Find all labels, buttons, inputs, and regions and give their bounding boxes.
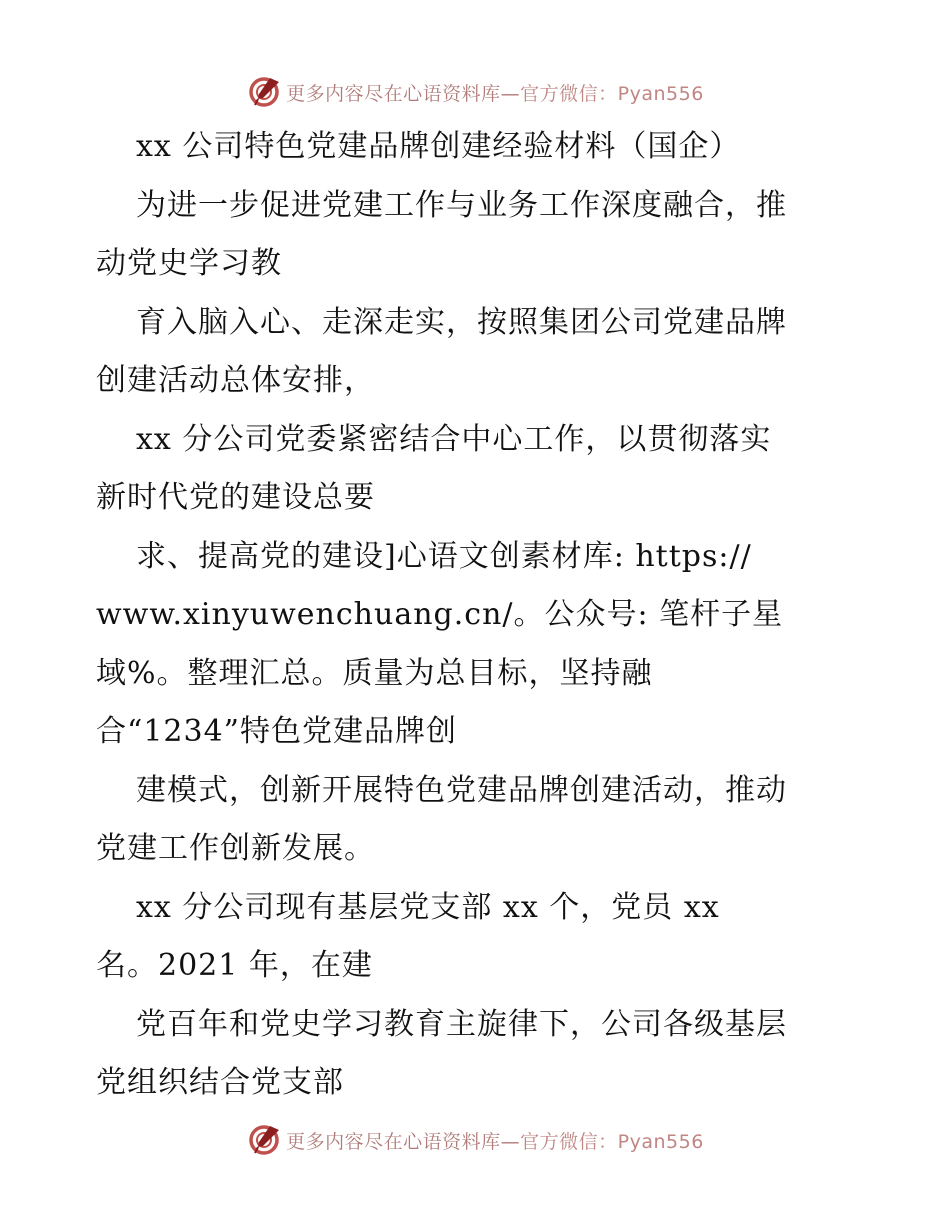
banner-text: [286, 79, 704, 106]
pen-circle-logo-icon: [246, 74, 282, 110]
footer-banner: [0, 1118, 950, 1162]
header-banner: [0, 70, 950, 114]
paragraph-line: xx 公司特色党建品牌创建经验材料（国企）: [136, 129, 741, 164]
banner-site-name: 更多内容尽在心语资料库: [286, 82, 501, 105]
paragraph-line: xx 分公司党委紧密结合中心工作，以贯彻落实: [136, 421, 772, 457]
paragraph-line: 名。2021 年，在建: [96, 948, 373, 983]
paragraph-line: 新时代党的建设总要: [96, 480, 375, 515]
pen-circle-logo-icon: [246, 1122, 282, 1158]
document-body: [96, 118, 856, 1113]
paragraph-line: 党建工作创新发展。: [96, 831, 375, 866]
paragraph-line: 党百年和党史学习教育主旋律下，公司各级基层: [136, 1006, 787, 1042]
paragraph-line: 为进一步促进党建工作与业务工作深度融合，推: [136, 187, 787, 223]
banner-site-name: 更多内容尽在心语资料库: [286, 1130, 501, 1153]
paragraph-line: xx 分公司现有基层党支部 xx 个，党员 xx: [136, 889, 720, 925]
banner-contact: 官方微信：Pyan556: [520, 82, 704, 105]
paragraph-line: 动党史学习教: [96, 246, 282, 281]
banner-dash: —: [500, 82, 521, 105]
paragraph-line: 求、提高党的建设]心语文创素材库: https://: [136, 538, 752, 574]
paragraph-line: 创建活动总体安排，: [96, 363, 375, 398]
paragraph-line: 域%。整理汇总。质量为总目标，坚持融: [96, 655, 653, 691]
paragraph-line: 合“1234”特色党建品牌创: [96, 714, 458, 749]
banner-text: [286, 1127, 704, 1154]
banner-contact: 官方微信：Pyan556: [520, 1130, 704, 1153]
paragraph-line: 育入脑入心、走深走实，按照集团公司党建品牌: [136, 304, 787, 340]
paragraph-line: www.xinyuwenchuang.cn/。公众号: 笔杆子星: [96, 597, 784, 632]
paragraph-line: 党组织结合党支部: [96, 1065, 344, 1100]
banner-dash: —: [500, 1130, 521, 1153]
paragraph-line: 建模式，创新开展特色党建品牌创建活动，推动: [136, 772, 787, 808]
